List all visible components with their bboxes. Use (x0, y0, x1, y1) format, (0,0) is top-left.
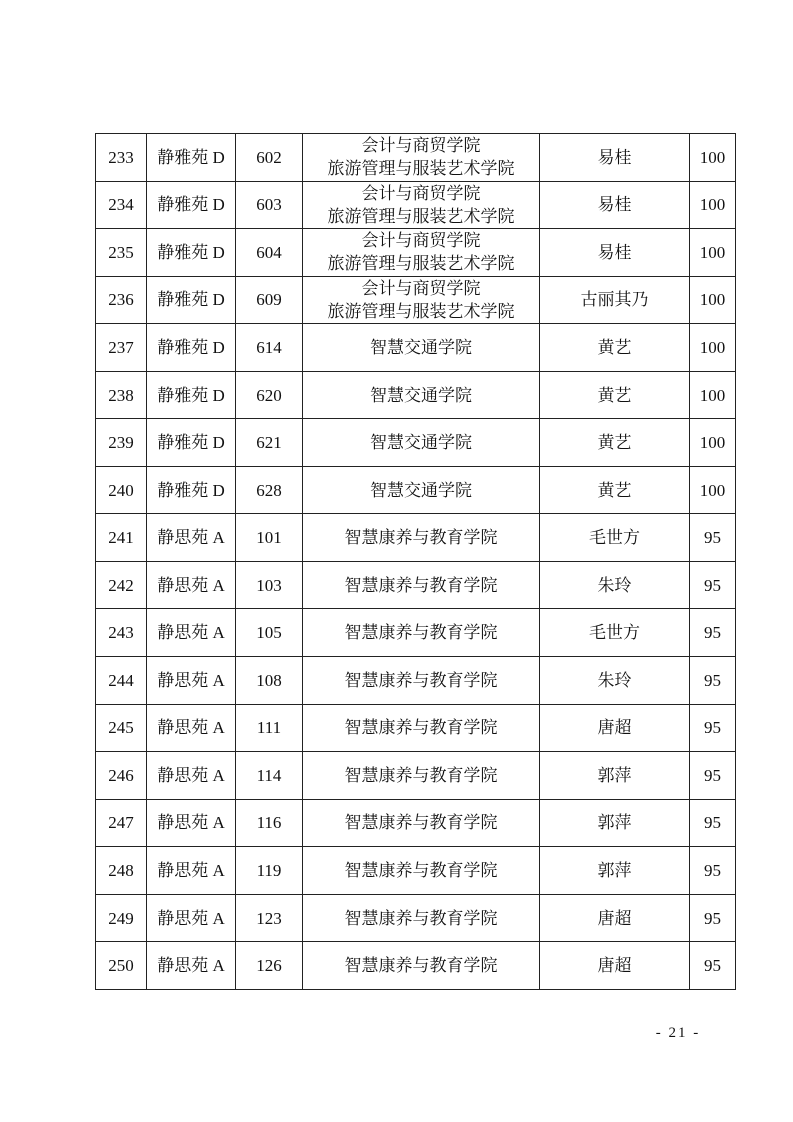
building-cell: 静思苑 A (147, 561, 236, 609)
no-cell: 234 (96, 181, 147, 229)
building-cell: 静雅苑 D (147, 371, 236, 419)
room-cell: 111 (236, 704, 303, 752)
college-line: 会计与商贸学院 (361, 136, 481, 156)
table-row (96, 371, 736, 419)
score-cell: 95 (690, 942, 736, 990)
score-cell: 95 (690, 752, 736, 800)
no-cell: 249 (96, 894, 147, 942)
room-cell: 621 (236, 419, 303, 467)
room-cell: 620 (236, 371, 303, 419)
table-row (96, 324, 736, 372)
teacher-cell: 毛世方 (540, 514, 690, 562)
college-cell (303, 942, 540, 990)
college-line: 旅游管理与服装艺术学院 (327, 254, 515, 274)
score-cell: 95 (690, 799, 736, 847)
room-cell: 602 (236, 134, 303, 182)
no-cell: 246 (96, 752, 147, 800)
teacher-cell: 易桂 (540, 181, 690, 229)
college-cell (303, 134, 540, 182)
teacher-cell: 唐超 (540, 942, 690, 990)
no-cell: 235 (96, 229, 147, 277)
no-cell: 233 (96, 134, 147, 182)
score-cell: 100 (690, 276, 736, 324)
room-cell: 116 (236, 799, 303, 847)
room-cell: 108 (236, 657, 303, 705)
room-cell: 101 (236, 514, 303, 562)
college-cell (303, 229, 540, 277)
score-cell: 100 (690, 466, 736, 514)
room-cell: 609 (236, 276, 303, 324)
table-row (96, 276, 736, 324)
building-cell: 静思苑 A (147, 894, 236, 942)
college-cell (303, 181, 540, 229)
building-cell: 静雅苑 D (147, 181, 236, 229)
college-cell (303, 514, 540, 562)
table-row (96, 419, 736, 467)
table-row (96, 704, 736, 752)
no-cell: 239 (96, 419, 147, 467)
building-cell: 静雅苑 D (147, 134, 236, 182)
college-line: 智慧交通学院 (370, 337, 472, 357)
college-line: 会计与商贸学院 (361, 278, 481, 298)
building-cell: 静思苑 A (147, 704, 236, 752)
teacher-cell: 黄艺 (540, 371, 690, 419)
building-cell: 静雅苑 D (147, 324, 236, 372)
page-number: - 21 - (655, 1025, 701, 1041)
no-cell: 250 (96, 942, 147, 990)
college-cell (303, 847, 540, 895)
no-cell: 244 (96, 657, 147, 705)
building-cell: 静思苑 A (147, 799, 236, 847)
college-line: 会计与商贸学院 (361, 231, 481, 251)
table-row (96, 657, 736, 705)
table-row (96, 942, 736, 990)
college-line: 旅游管理与服装艺术学院 (327, 159, 515, 179)
room-cell: 614 (236, 324, 303, 372)
no-cell: 245 (96, 704, 147, 752)
college-line: 智慧康养与教育学院 (344, 623, 498, 643)
table-row (96, 799, 736, 847)
room-cell: 123 (236, 894, 303, 942)
teacher-cell: 朱玲 (540, 657, 690, 705)
college-cell (303, 561, 540, 609)
building-cell: 静思苑 A (147, 847, 236, 895)
teacher-cell: 黄艺 (540, 466, 690, 514)
no-cell: 241 (96, 514, 147, 562)
college-line: 旅游管理与服装艺术学院 (327, 301, 515, 321)
teacher-cell: 朱玲 (540, 561, 690, 609)
teacher-cell: 唐超 (540, 894, 690, 942)
building-cell: 静雅苑 D (147, 466, 236, 514)
room-cell: 119 (236, 847, 303, 895)
college-line: 智慧康养与教育学院 (344, 670, 498, 690)
college-cell (303, 609, 540, 657)
room-cell: 105 (236, 609, 303, 657)
teacher-cell: 易桂 (540, 134, 690, 182)
no-cell: 247 (96, 799, 147, 847)
score-cell: 95 (690, 847, 736, 895)
college-cell (303, 419, 540, 467)
teacher-cell: 黄艺 (540, 324, 690, 372)
college-line: 会计与商贸学院 (361, 183, 481, 203)
score-cell: 100 (690, 324, 736, 372)
score-cell: 95 (690, 609, 736, 657)
college-line: 智慧交通学院 (370, 433, 472, 453)
building-cell: 静思苑 A (147, 609, 236, 657)
table-body (96, 134, 736, 990)
score-cell: 100 (690, 419, 736, 467)
table-row (96, 752, 736, 800)
score-cell: 95 (690, 704, 736, 752)
teacher-cell: 毛世方 (540, 609, 690, 657)
table-row (96, 609, 736, 657)
teacher-cell: 黄艺 (540, 419, 690, 467)
building-cell: 静雅苑 D (147, 419, 236, 467)
teacher-cell: 古丽其乃 (540, 276, 690, 324)
score-cell: 100 (690, 229, 736, 277)
no-cell: 236 (96, 276, 147, 324)
no-cell: 248 (96, 847, 147, 895)
room-cell: 603 (236, 181, 303, 229)
score-cell: 95 (690, 514, 736, 562)
table-row (96, 134, 736, 182)
table-row (96, 847, 736, 895)
college-cell (303, 799, 540, 847)
college-line: 智慧交通学院 (370, 385, 472, 405)
college-line: 智慧交通学院 (370, 480, 472, 500)
college-cell (303, 324, 540, 372)
building-cell: 静雅苑 D (147, 229, 236, 277)
building-cell: 静思苑 A (147, 752, 236, 800)
college-cell (303, 371, 540, 419)
room-cell: 604 (236, 229, 303, 277)
table-row (96, 181, 736, 229)
score-cell: 100 (690, 134, 736, 182)
college-line: 智慧康养与教育学院 (344, 528, 498, 548)
college-line: 旅游管理与服装艺术学院 (327, 206, 515, 226)
teacher-cell: 易桂 (540, 229, 690, 277)
building-cell: 静雅苑 D (147, 276, 236, 324)
college-cell (303, 704, 540, 752)
no-cell: 238 (96, 371, 147, 419)
teacher-cell: 唐超 (540, 704, 690, 752)
building-cell: 静思苑 A (147, 514, 236, 562)
college-cell (303, 276, 540, 324)
room-cell: 103 (236, 561, 303, 609)
no-cell: 240 (96, 466, 147, 514)
college-cell (303, 894, 540, 942)
college-cell (303, 752, 540, 800)
teacher-cell: 郭萍 (540, 752, 690, 800)
college-line: 智慧康养与教育学院 (344, 908, 498, 928)
teacher-cell: 郭萍 (540, 799, 690, 847)
college-cell (303, 466, 540, 514)
room-cell: 628 (236, 466, 303, 514)
score-cell: 95 (690, 657, 736, 705)
building-cell: 静思苑 A (147, 942, 236, 990)
college-line: 智慧康养与教育学院 (344, 860, 498, 880)
score-cell: 95 (690, 561, 736, 609)
score-cell: 100 (690, 371, 736, 419)
no-cell: 242 (96, 561, 147, 609)
college-line: 智慧康养与教育学院 (344, 956, 498, 976)
score-cell: 100 (690, 181, 736, 229)
table-row (96, 466, 736, 514)
room-cell: 126 (236, 942, 303, 990)
building-cell: 静思苑 A (147, 657, 236, 705)
table-row (96, 894, 736, 942)
teacher-cell: 郭萍 (540, 847, 690, 895)
college-line: 智慧康养与教育学院 (344, 813, 498, 833)
no-cell: 237 (96, 324, 147, 372)
score-cell: 95 (690, 894, 736, 942)
no-cell: 243 (96, 609, 147, 657)
college-line: 智慧康养与教育学院 (344, 765, 498, 785)
college-line: 智慧康养与教育学院 (344, 718, 498, 738)
college-line: 智慧康养与教育学院 (344, 575, 498, 595)
room-cell: 114 (236, 752, 303, 800)
college-cell (303, 657, 540, 705)
table-row (96, 561, 736, 609)
table-row (96, 514, 736, 562)
dormitory-score-table (95, 133, 736, 990)
table-row (96, 229, 736, 277)
